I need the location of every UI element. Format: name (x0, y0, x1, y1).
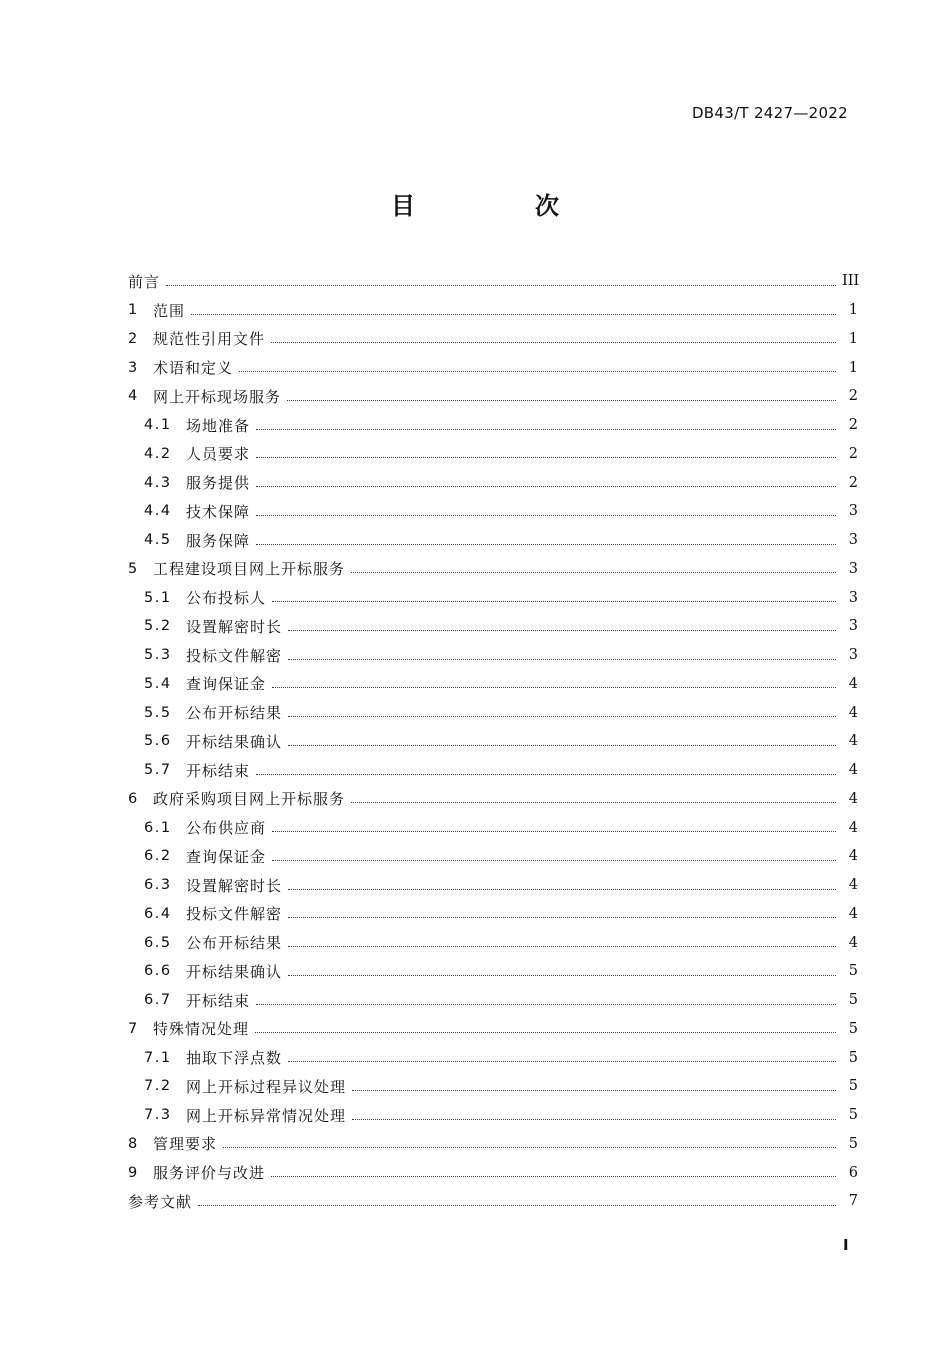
toc-dot-leader (288, 917, 836, 918)
toc-entry-label: 场地准备 (186, 416, 251, 435)
toc-entry-page: 4 (848, 790, 858, 807)
toc-entry-page: 5 (848, 1078, 858, 1095)
toc-entry-page: 4 (848, 819, 858, 836)
toc-dot-leader (239, 371, 836, 372)
toc-entry-number: 5.7 (144, 762, 172, 779)
toc-entry-number: 4.2 (144, 445, 172, 462)
toc-entry-page: 1 (848, 302, 858, 319)
toc-entry-number: 4.4 (144, 503, 172, 520)
toc-entry-number: 4.1 (144, 417, 172, 434)
toc-entry-number: 6.4 (144, 905, 172, 922)
toc-entry-label: 设置解密时长 (186, 876, 283, 895)
toc-entry[interactable] (128, 353, 858, 382)
toc-entry[interactable] (128, 1043, 858, 1072)
toc-entry-label: 技术保障 (186, 502, 251, 521)
toc-entry-page: 4 (848, 675, 858, 692)
toc-entry[interactable] (128, 1187, 858, 1216)
toc-dot-leader (288, 659, 836, 660)
toc-dot-leader (352, 1119, 836, 1120)
toc-dot-leader (256, 1004, 836, 1005)
toc-dot-leader (288, 975, 836, 976)
toc-entry-label: 抽取下浮点数 (186, 1049, 283, 1068)
toc-entry[interactable] (128, 928, 858, 957)
toc-entry-label: 服务评价与改进 (153, 1164, 266, 1183)
toc-dot-leader (287, 400, 836, 401)
toc-entry-number: 7.1 (144, 1049, 172, 1066)
toc-dot-leader (288, 946, 836, 947)
toc-entry-label: 术语和定义 (153, 359, 234, 378)
toc-entry-label: 管理要求 (153, 1135, 218, 1154)
toc-entry-number: 6.1 (144, 819, 172, 836)
toc-entry-number: 5.3 (144, 647, 172, 664)
toc-entry-page: 5 (848, 1049, 858, 1066)
toc-entry-page: 3 (848, 618, 858, 635)
toc-entry-label: 设置解密时长 (186, 617, 283, 636)
toc-entry[interactable] (128, 267, 858, 296)
toc-dot-leader (166, 285, 836, 286)
toc-entry[interactable] (128, 555, 858, 584)
toc-dot-leader (272, 831, 836, 832)
toc-entry-label: 服务提供 (186, 474, 251, 493)
toc-entry[interactable] (128, 900, 858, 929)
toc-entry[interactable] (128, 468, 858, 497)
toc-entry-label: 开标结果确认 (186, 962, 283, 981)
toc-dot-leader (272, 687, 836, 688)
toc-entry-page: 2 (848, 417, 858, 434)
toc-entry[interactable] (128, 411, 858, 440)
toc-entry[interactable] (128, 1130, 858, 1159)
toc-dot-leader (256, 544, 836, 545)
toc-entry[interactable] (128, 440, 858, 469)
toc-entry-page: III (842, 273, 860, 290)
toc-entry-page: 4 (848, 704, 858, 721)
toc-entry-number: 2 (128, 330, 138, 347)
toc-entry-label: 工程建设项目网上开标服务 (153, 560, 346, 579)
toc-entry-number: 5.6 (144, 733, 172, 750)
toc-entry-label: 公布投标人 (186, 589, 267, 608)
toc-entry-page: 5 (848, 992, 858, 1009)
toc-entry-label: 开标结果确认 (186, 732, 283, 751)
toc-entry[interactable] (128, 727, 858, 756)
toc-entry[interactable] (128, 1015, 858, 1044)
toc-entry-page: 6 (848, 1164, 858, 1181)
toc-entry-number: 5.2 (144, 618, 172, 635)
toc-entry-label: 服务保障 (186, 531, 251, 550)
toc-entry[interactable] (128, 698, 858, 727)
toc-entry-label: 投标文件解密 (186, 646, 283, 665)
toc-entry-number: 4 (128, 388, 138, 405)
toc-dot-leader (272, 860, 836, 861)
toc-entry-number: 7 (128, 1020, 138, 1037)
toc-entry-page: 3 (848, 647, 858, 664)
toc-dot-leader (288, 1061, 836, 1062)
toc-dot-leader (288, 745, 836, 746)
toc-entry[interactable] (128, 1072, 858, 1101)
toc-entry-label: 参考文献 (128, 1192, 193, 1211)
toc-entry[interactable] (128, 813, 858, 842)
toc-entry[interactable] (128, 670, 858, 699)
toc-entry-page: 3 (848, 560, 858, 577)
toc-entry-number: 6.2 (144, 848, 172, 865)
toc-dot-leader (256, 457, 836, 458)
toc-entry-page: 5 (848, 1020, 858, 1037)
toc-dot-leader (191, 314, 836, 315)
toc-entry-number: 5.4 (144, 675, 172, 692)
toc-entry[interactable] (128, 1158, 858, 1187)
toc-dot-leader (271, 1176, 836, 1177)
toc-entry-number: 8 (128, 1135, 138, 1152)
toc-dot-leader (198, 1205, 836, 1206)
toc-entry[interactable] (128, 612, 858, 641)
toc-entry-number: 1 (128, 302, 138, 319)
toc-dot-leader (352, 1090, 836, 1091)
toc-entry-label: 规范性引用文件 (153, 330, 266, 349)
toc-entry-number: 4.3 (144, 474, 172, 491)
toc-entry[interactable] (128, 785, 858, 814)
toc-entry[interactable] (128, 871, 858, 900)
toc-dot-leader (256, 429, 836, 430)
toc-entry-label: 人员要求 (186, 445, 251, 464)
toc-entry-label: 开标结束 (186, 991, 251, 1010)
toc-dot-leader (255, 1032, 836, 1033)
toc-dot-leader (272, 601, 836, 602)
toc-entry-number: 6.3 (144, 877, 172, 894)
page-title: 目 次 (391, 192, 607, 220)
toc-entry-page: 4 (848, 905, 858, 922)
toc-entry[interactable] (128, 641, 858, 670)
toc-entry-number: 6.7 (144, 992, 172, 1009)
toc-entry[interactable] (128, 325, 858, 354)
toc-entry-page: 3 (848, 532, 858, 549)
toc-entry-page: 2 (848, 388, 858, 405)
toc-entry[interactable] (128, 497, 858, 526)
toc-entry-page: 3 (848, 503, 858, 520)
toc-entry-label: 查询保证金 (186, 675, 267, 694)
toc-entry-page: 2 (848, 445, 858, 462)
toc-dot-leader (271, 342, 836, 343)
toc-entry-label: 范围 (153, 301, 186, 320)
toc-dot-leader (288, 716, 836, 717)
toc-entry[interactable] (128, 986, 858, 1015)
toc-entry-label: 开标结束 (186, 761, 251, 780)
toc-entry-number: 6.5 (144, 934, 172, 951)
table-of-contents (128, 267, 858, 1216)
toc-entry-number: 7.2 (144, 1078, 172, 1095)
toc-entry-label: 网上开标现场服务 (153, 387, 282, 406)
toc-entry-page: 4 (848, 934, 858, 951)
toc-entry-number: 3 (128, 359, 138, 376)
toc-dot-leader (256, 515, 836, 516)
toc-entry-page: 7 (848, 1193, 858, 1210)
toc-entry-label: 政府采购项目网上开标服务 (153, 790, 346, 809)
toc-entry-number: 6 (128, 790, 138, 807)
toc-entry-number: 7.3 (144, 1107, 172, 1124)
toc-entry-label: 网上开标异常情况处理 (186, 1106, 347, 1125)
toc-dot-leader (288, 889, 836, 890)
toc-entry-label: 公布开标结果 (186, 704, 283, 723)
toc-entry-label: 特殊情况处理 (153, 1020, 250, 1039)
toc-entry-page: 1 (848, 330, 858, 347)
toc-entry-page: 1 (848, 359, 858, 376)
toc-entry-number: 6.6 (144, 963, 172, 980)
toc-dot-leader (256, 486, 836, 487)
toc-entry-number: 4.5 (144, 532, 172, 549)
toc-dot-leader (288, 630, 836, 631)
toc-entry-page: 2 (848, 474, 858, 491)
toc-entry-number: 5.5 (144, 704, 172, 721)
toc-entry-number: 5 (128, 560, 138, 577)
toc-entry-label: 公布供应商 (186, 819, 267, 838)
toc-entry-label: 查询保证金 (186, 847, 267, 866)
toc-entry[interactable] (128, 1101, 858, 1130)
toc-dot-leader (223, 1147, 836, 1148)
toc-entry[interactable] (128, 526, 858, 555)
toc-entry-number: 5.1 (144, 589, 172, 606)
document-code: DB43/T 2427—2022 (691, 104, 848, 122)
toc-entry-label: 投标文件解密 (186, 905, 283, 924)
toc-entry-page: 5 (848, 1107, 858, 1124)
toc-entry-label: 公布开标结果 (186, 934, 283, 953)
toc-dot-leader (351, 802, 836, 803)
toc-entry[interactable] (128, 957, 858, 986)
toc-dot-leader (351, 572, 836, 573)
toc-dot-leader (256, 774, 836, 775)
toc-entry-page: 4 (848, 762, 858, 779)
toc-entry-page: 5 (848, 1135, 858, 1152)
toc-entry[interactable] (128, 382, 858, 411)
toc-entry-page: 4 (848, 877, 858, 894)
toc-entry-label: 网上开标过程异议处理 (186, 1077, 347, 1096)
page-folio: I (843, 1236, 849, 1254)
toc-entry[interactable] (128, 842, 858, 871)
toc-entry[interactable] (128, 296, 858, 325)
toc-entry-page: 3 (848, 589, 858, 606)
toc-entry[interactable] (128, 756, 858, 785)
toc-entry-label: 前言 (128, 272, 161, 291)
toc-entry-page: 5 (848, 963, 858, 980)
toc-entry-page: 4 (848, 733, 858, 750)
toc-entry-number: 9 (128, 1164, 138, 1181)
toc-entry-page: 4 (848, 848, 858, 865)
toc-entry[interactable] (128, 583, 858, 612)
